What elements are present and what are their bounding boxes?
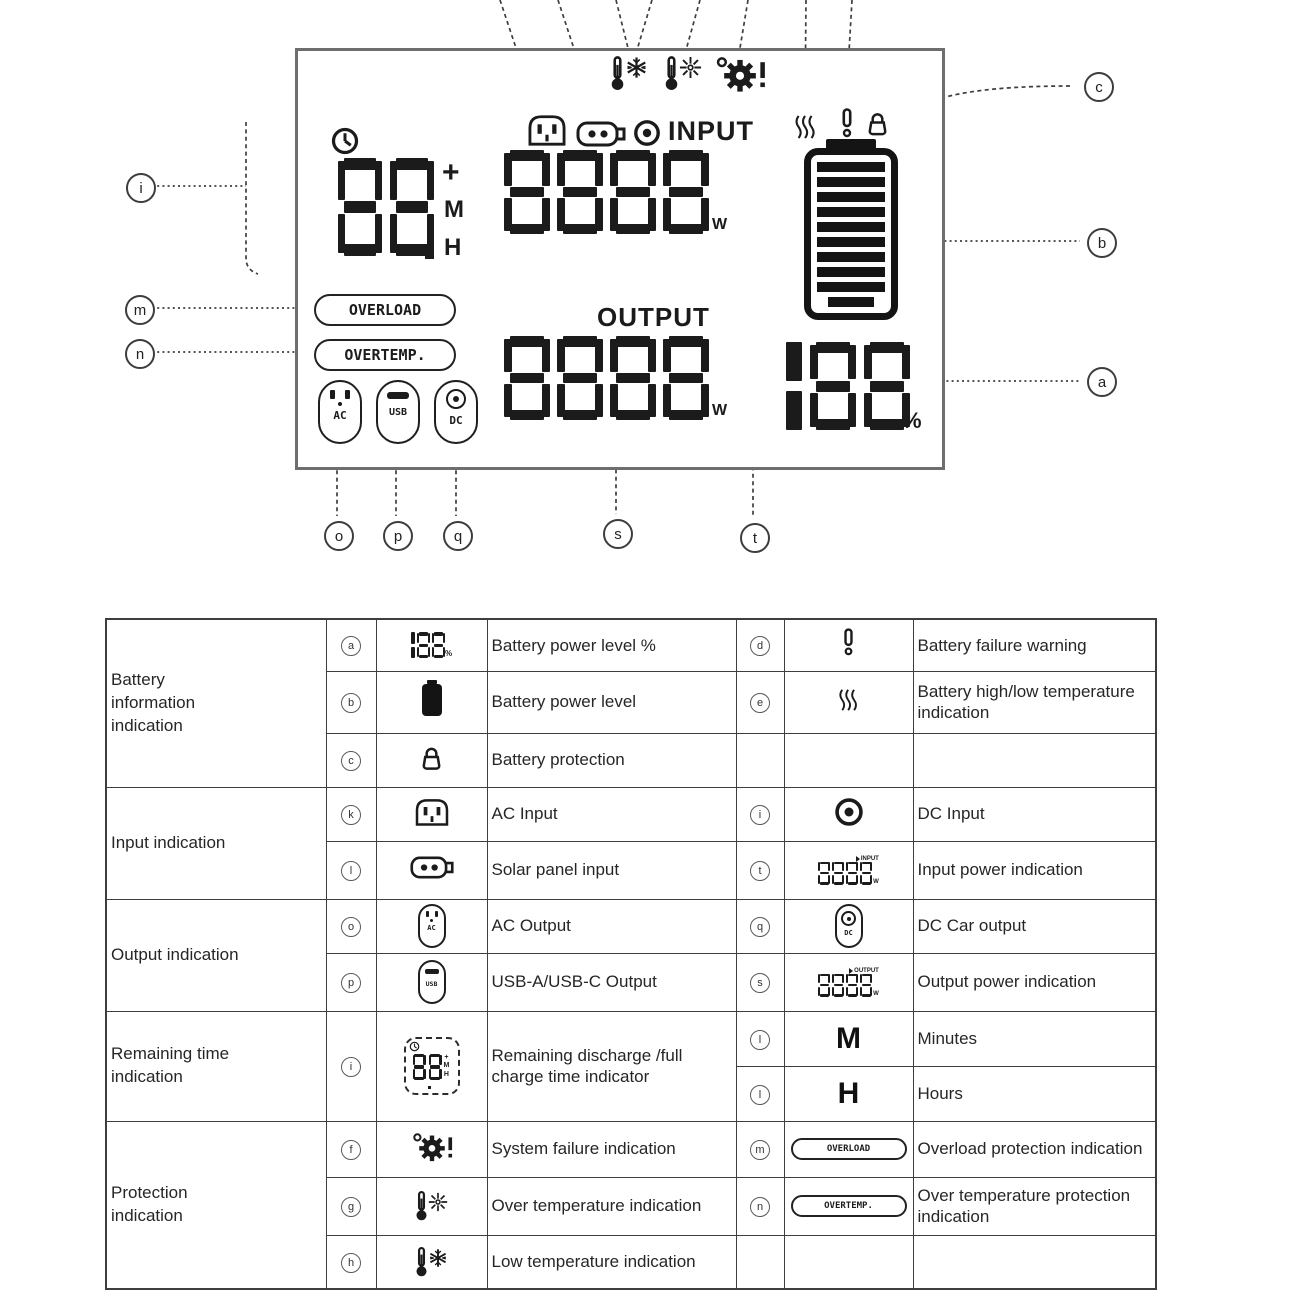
output-label: OUTPUT bbox=[597, 302, 710, 332]
battery-percent-mini-icon: % bbox=[381, 632, 483, 658]
callout-q: q bbox=[443, 521, 473, 551]
desc-battery-level: Battery power level bbox=[487, 671, 736, 733]
overload-text: OVERLOAD bbox=[348, 301, 422, 319]
callout-t: t bbox=[740, 523, 770, 553]
letter-i: i bbox=[341, 1057, 361, 1077]
letter-l: l bbox=[341, 861, 361, 881]
over-temperature-icon bbox=[664, 55, 702, 92]
table-row bbox=[106, 899, 1156, 953]
decimal-point bbox=[425, 250, 434, 259]
table-row bbox=[106, 619, 1156, 671]
system-failure-icon bbox=[411, 1129, 453, 1164]
callout-n: n bbox=[125, 339, 155, 369]
letter-b: b bbox=[341, 693, 361, 713]
battery-percent-digits bbox=[786, 342, 910, 430]
remaining-time-digits bbox=[338, 158, 434, 256]
ac-input-icon bbox=[524, 112, 570, 148]
desc-low-temperature: Low temperature indication bbox=[487, 1235, 736, 1289]
hours-symbol: H bbox=[837, 1076, 860, 1110]
desc-output-power: Output power indication bbox=[913, 953, 1156, 1011]
category-remaining-time: Remaining time indication bbox=[106, 1011, 326, 1121]
battery-level-icon bbox=[422, 684, 442, 716]
desc-ac-input: AC Input bbox=[487, 787, 736, 841]
letter-s: s bbox=[750, 973, 770, 993]
battery-protection-icon bbox=[418, 744, 445, 772]
letter-m: m bbox=[750, 1140, 770, 1160]
solar-input-icon bbox=[410, 855, 454, 880]
battery-temperature-icon bbox=[838, 688, 860, 712]
callout-m: m bbox=[125, 295, 155, 325]
usb-output-icon: USB bbox=[418, 960, 446, 1004]
battery-failure-icon bbox=[840, 108, 854, 140]
letter-k: k bbox=[341, 805, 361, 825]
letter-dc-input: i bbox=[750, 805, 770, 825]
over-temperature-icon bbox=[415, 1190, 448, 1222]
dc-output-icon bbox=[434, 380, 478, 444]
percent-label: % bbox=[902, 408, 922, 433]
table-row bbox=[106, 1011, 1156, 1066]
category-input: Input indication bbox=[106, 787, 326, 899]
desc-input-power: Input power indication bbox=[913, 841, 1156, 899]
overtemp-indicator bbox=[314, 339, 456, 371]
callout-c: c bbox=[1084, 72, 1114, 102]
system-failure-icon bbox=[714, 52, 766, 95]
overtemp-text: OVERTEMP. bbox=[344, 346, 426, 364]
letter-e: e bbox=[750, 693, 770, 713]
clock-icon bbox=[330, 126, 360, 156]
battery-failure-icon bbox=[842, 628, 855, 658]
callout-b: b bbox=[1087, 228, 1117, 258]
desc-battery-percent: Battery power level % bbox=[487, 619, 736, 671]
dc-port-label: DC bbox=[449, 414, 463, 427]
callout-a: a bbox=[1087, 367, 1117, 397]
letter-q: q bbox=[750, 917, 770, 937]
dc-input-icon bbox=[833, 796, 865, 828]
letter-n: n bbox=[750, 1197, 770, 1217]
table-row bbox=[106, 787, 1156, 841]
callout-p: p bbox=[383, 521, 413, 551]
desc-hours: Hours bbox=[913, 1066, 1156, 1121]
usb-output-icon bbox=[376, 380, 420, 444]
letter-c: c bbox=[341, 751, 361, 771]
desc-remaining-time: Remaining discharge /full charge time indicator bbox=[487, 1011, 736, 1121]
letter-f: f bbox=[341, 1140, 361, 1160]
category-protection: Protection indication bbox=[106, 1121, 326, 1289]
ac-input-icon bbox=[412, 796, 452, 828]
callout-i: i bbox=[126, 173, 156, 203]
ac-output-icon bbox=[318, 380, 362, 444]
input-label: INPUT bbox=[668, 116, 754, 146]
desc-dc-input: DC Input bbox=[913, 787, 1156, 841]
remaining-time-mini-icon: + M H bbox=[404, 1037, 460, 1095]
output-power-mini-icon: OUTPUT W bbox=[818, 968, 879, 997]
letter-hours: l bbox=[750, 1085, 770, 1105]
dc-output-icon: DC bbox=[835, 904, 863, 948]
battery-level-icon bbox=[804, 148, 898, 320]
output-watt-label: W bbox=[712, 402, 728, 419]
desc-dc-car-output: DC Car output bbox=[913, 899, 1156, 953]
plus-label: + bbox=[442, 156, 461, 189]
minutes-symbol: M bbox=[836, 1021, 861, 1055]
desc-battery-failure: Battery failure warning bbox=[913, 619, 1156, 671]
table-row bbox=[106, 1121, 1156, 1177]
output-power-digits bbox=[504, 336, 709, 420]
input-power-digits bbox=[504, 150, 709, 234]
overload-indicator bbox=[314, 294, 456, 326]
desc-overtemp-protection: Over temperature protection indication bbox=[913, 1177, 1156, 1235]
low-temperature-icon bbox=[415, 1246, 448, 1278]
usb-port-label: USB bbox=[388, 407, 408, 418]
callout-s: s bbox=[603, 519, 633, 549]
category-battery: Battery information indication bbox=[106, 619, 326, 787]
desc-over-temperature: Over temperature indication bbox=[487, 1177, 736, 1235]
ac-port-label: AC bbox=[333, 409, 347, 422]
ac-output-icon: AC bbox=[418, 904, 446, 948]
hours-label: H bbox=[444, 234, 463, 261]
letter-o: o bbox=[341, 917, 361, 937]
desc-battery-temperature: Battery high/low temperature indication bbox=[913, 671, 1156, 733]
input-watt-label: W bbox=[712, 216, 728, 233]
letter-minutes: l bbox=[750, 1030, 770, 1050]
desc-solar-input: Solar panel input bbox=[487, 841, 736, 899]
letter-g: g bbox=[341, 1197, 361, 1217]
desc-overload-protection: Overload protection indication bbox=[913, 1121, 1156, 1177]
desc-system-failure: System failure indication bbox=[487, 1121, 736, 1177]
desc-minutes: Minutes bbox=[913, 1011, 1156, 1066]
dc-input-icon bbox=[632, 118, 662, 148]
input-power-mini-icon: INPUT W bbox=[818, 856, 879, 885]
desc-battery-protection: Battery protection bbox=[487, 733, 736, 787]
overtemp-indicator: OVERTEMP. bbox=[791, 1195, 907, 1217]
letter-t: t bbox=[750, 861, 770, 881]
low-temperature-icon bbox=[610, 55, 648, 92]
desc-usb-output: USB-A/USB-C Output bbox=[487, 953, 736, 1011]
legend-table bbox=[105, 618, 1157, 1290]
battery-protection-icon bbox=[864, 110, 891, 137]
solar-input-icon bbox=[576, 120, 626, 148]
desc-ac-output: AC Output bbox=[487, 899, 736, 953]
overload-indicator: OVERLOAD bbox=[791, 1138, 907, 1160]
letter-d: d bbox=[750, 636, 770, 656]
battery-temperature-icon bbox=[794, 114, 818, 140]
category-output: Output indication bbox=[106, 899, 326, 1011]
minutes-label: M bbox=[444, 196, 465, 223]
letter-h: h bbox=[341, 1253, 361, 1273]
letter-p: p bbox=[341, 973, 361, 993]
callout-o: o bbox=[324, 521, 354, 551]
letter-a: a bbox=[341, 636, 361, 656]
